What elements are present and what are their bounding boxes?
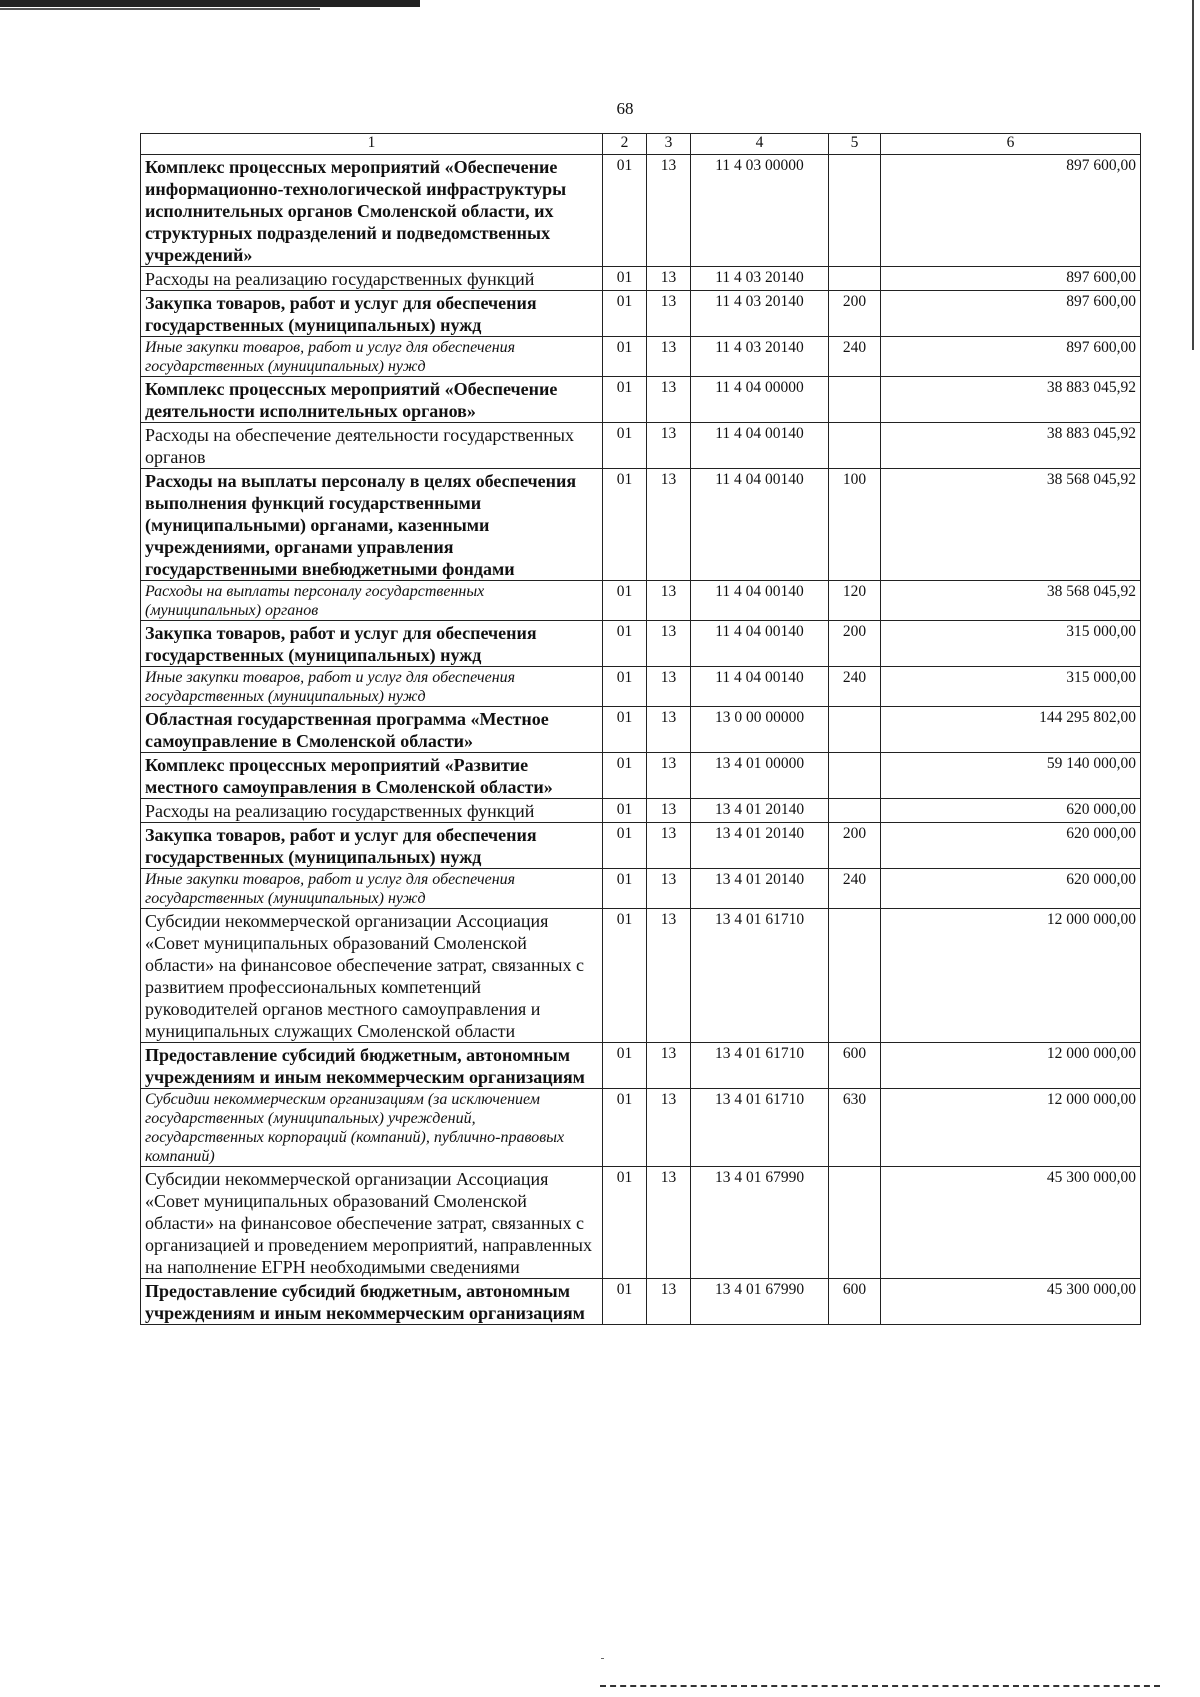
table-row [141,1167,1141,1279]
row-expense-type-cell: 240 [829,869,881,909]
row-target-code-cell: 13 4 01 20140 [691,799,829,823]
row-name-cell: Расходы на выплаты персоналу государственных (муниципальных) органов [141,581,603,621]
row-expense-type-cell: 240 [829,667,881,707]
table-row [141,155,1141,267]
row-target-code-cell: 11 4 03 20140 [691,291,829,337]
table-row [141,667,1141,707]
header-cell: 2 [603,134,647,155]
row-section-cell: 01 [603,291,647,337]
row-expense-type-cell: 240 [829,337,881,377]
row-amount-cell: 897 600,00 [881,291,1141,337]
row-subsection-cell: 13 [647,581,691,621]
row-name-cell: Субсидии некоммерческим организациям (за исключением государственных (муниципальных) учреждений, государственных корпораций (компаний), публично-правовых компаний) [141,1089,603,1167]
row-section-cell: 01 [603,155,647,267]
row-subsection-cell: 13 [647,1279,691,1325]
table-row [141,291,1141,337]
row-amount-cell: 38 568 045,92 [881,581,1141,621]
row-expense-type-cell [829,753,881,799]
table-row [141,377,1141,423]
scan-edge-mark-bottom [600,1685,1160,1687]
row-expense-type-cell [829,707,881,753]
table-row [141,621,1141,667]
page-number: 68 [616,99,634,118]
row-name-cell: Комплекс процессных мероприятий «Обеспечение информационно-технологической инфраструктуры исполнительных органов Смоленской области, их структурных подразделений и подведомственных учреждений» [141,155,603,267]
row-subsection-cell: 13 [647,469,691,581]
table-row [141,909,1141,1043]
row-expense-type-cell [829,909,881,1043]
row-expense-type-cell: 600 [829,1279,881,1325]
row-amount-cell: 315 000,00 [881,667,1141,707]
row-subsection-cell: 13 [647,1089,691,1167]
row-amount-cell: 620 000,00 [881,823,1141,869]
row-section-cell: 01 [603,621,647,667]
row-subsection-cell: 13 [647,909,691,1043]
row-name-cell: Предоставление субсидий бюджетным, автономным учреждениям и иным некоммерческим организациям [141,1043,603,1089]
table-row [141,799,1141,823]
row-target-code-cell: 11 4 03 00000 [691,155,829,267]
row-name-cell: Расходы на обеспечение деятельности государственных органов [141,423,603,469]
row-expense-type-cell: 630 [829,1089,881,1167]
table-row [141,423,1141,469]
row-name-cell: Иные закупки товаров, работ и услуг для обеспечения государственных (муниципальных) нужд [141,667,603,707]
row-subsection-cell: 13 [647,621,691,667]
row-section-cell: 01 [603,869,647,909]
row-name-cell: Субсидии некоммерческой организации Ассоциация «Совет муниципальных образований Смоленской области» на финансовое обеспечение затрат, связанных с развитием профессиональных компетенций руководителей органов местного самоуправления и муниципальных служащих Смоленской области [141,909,603,1043]
table-row [141,337,1141,377]
row-amount-cell: 12 000 000,00 [881,909,1141,1043]
row-amount-cell: 38 883 045,92 [881,377,1141,423]
row-section-cell: 01 [603,267,647,291]
row-amount-cell: 38 883 045,92 [881,423,1141,469]
header-cell: 5 [829,134,881,155]
row-section-cell: 01 [603,1089,647,1167]
row-name-cell: Закупка товаров, работ и услуг для обеспечения государственных (муниципальных) нужд [141,823,603,869]
row-name-cell: Областная государственная программа «Местное самоуправление в Смоленской области» [141,707,603,753]
row-target-code-cell: 11 4 04 00140 [691,621,829,667]
row-section-cell: 01 [603,707,647,753]
row-target-code-cell: 13 4 01 00000 [691,753,829,799]
table-row [141,823,1141,869]
row-target-code-cell: 11 4 03 20140 [691,337,829,377]
row-target-code-cell: 13 4 01 61710 [691,909,829,1043]
row-amount-cell: 897 600,00 [881,155,1141,267]
scan-edge-mark-right [1192,0,1194,350]
scan-dot [601,1658,604,1659]
row-name-cell: Предоставление субсидий бюджетным, автономным учреждениям и иным некоммерческим организациям [141,1279,603,1325]
row-section-cell: 01 [603,753,647,799]
row-section-cell: 01 [603,423,647,469]
table-row [141,469,1141,581]
row-name-cell: Расходы на выплаты персоналу в целях обеспечения выполнения функций государственными (муниципальными) органами, казенными учреждениями, органами управления государственными внебюджетными фондами [141,469,603,581]
table-row [141,1279,1141,1325]
row-amount-cell: 45 300 000,00 [881,1167,1141,1279]
row-subsection-cell: 13 [647,291,691,337]
table-row [141,1043,1141,1089]
row-target-code-cell: 11 4 04 00140 [691,581,829,621]
table-row [141,753,1141,799]
row-target-code-cell: 13 4 01 61710 [691,1089,829,1167]
scan-edge-mark-thin [0,8,320,10]
row-target-code-cell: 11 4 03 20140 [691,267,829,291]
row-expense-type-cell [829,423,881,469]
row-amount-cell: 897 600,00 [881,337,1141,377]
row-subsection-cell: 13 [647,1167,691,1279]
row-amount-cell: 59 140 000,00 [881,753,1141,799]
row-name-cell: Комплекс процессных мероприятий «Развитие местного самоуправления в Смоленской области» [141,753,603,799]
row-section-cell: 01 [603,1167,647,1279]
row-name-cell: Иные закупки товаров, работ и услуг для обеспечения государственных (муниципальных) нужд [141,869,603,909]
row-section-cell: 01 [603,823,647,869]
row-name-cell: Субсидии некоммерческой организации Ассоциация «Совет муниципальных образований Смоленской области» на финансовое обеспечение затрат, связанных с организацией и проведением мероприятий, направленных на наполнение ЕГРН необходимыми сведениями [141,1167,603,1279]
row-target-code-cell: 13 4 01 61710 [691,1043,829,1089]
row-name-cell: Комплекс процессных мероприятий «Обеспечение деятельности исполнительных органов» [141,377,603,423]
row-target-code-cell: 11 4 04 00000 [691,377,829,423]
table-row [141,707,1141,753]
row-target-code-cell: 13 0 00 00000 [691,707,829,753]
row-section-cell: 01 [603,1043,647,1089]
row-expense-type-cell: 200 [829,823,881,869]
row-target-code-cell: 11 4 04 00140 [691,667,829,707]
header-cell: 1 [141,134,603,155]
row-subsection-cell: 13 [647,667,691,707]
row-section-cell: 01 [603,667,647,707]
row-section-cell: 01 [603,909,647,1043]
row-subsection-cell: 13 [647,1043,691,1089]
header-cell: 6 [881,134,1141,155]
row-target-code-cell: 11 4 04 00140 [691,423,829,469]
row-amount-cell: 620 000,00 [881,799,1141,823]
row-target-code-cell: 13 4 01 67990 [691,1167,829,1279]
row-amount-cell: 12 000 000,00 [881,1043,1141,1089]
row-name-cell: Расходы на реализацию государственных функций [141,267,603,291]
row-amount-cell: 620 000,00 [881,869,1141,909]
row-expense-type-cell: 200 [829,621,881,667]
table-row [141,869,1141,909]
row-subsection-cell: 13 [647,707,691,753]
row-expense-type-cell: 200 [829,291,881,337]
row-name-cell: Закупка товаров, работ и услуг для обеспечения государственных (муниципальных) нужд [141,621,603,667]
row-expense-type-cell [829,267,881,291]
row-expense-type-cell [829,1167,881,1279]
row-expense-type-cell: 120 [829,581,881,621]
table-header-row [141,134,1141,155]
row-subsection-cell: 13 [647,267,691,291]
row-subsection-cell: 13 [647,155,691,267]
row-name-cell: Расходы на реализацию государственных функций [141,799,603,823]
row-name-cell: Иные закупки товаров, работ и услуг для обеспечения государственных (муниципальных) нужд [141,337,603,377]
row-subsection-cell: 13 [647,753,691,799]
scan-edge-mark [0,0,420,7]
table-row [141,581,1141,621]
row-amount-cell: 315 000,00 [881,621,1141,667]
row-section-cell: 01 [603,799,647,823]
row-expense-type-cell: 100 [829,469,881,581]
row-subsection-cell: 13 [647,869,691,909]
row-subsection-cell: 13 [647,799,691,823]
row-amount-cell: 38 568 045,92 [881,469,1141,581]
row-amount-cell: 144 295 802,00 [881,707,1141,753]
row-amount-cell: 45 300 000,00 [881,1279,1141,1325]
row-target-code-cell: 13 4 01 67990 [691,1279,829,1325]
row-section-cell: 01 [603,337,647,377]
row-section-cell: 01 [603,581,647,621]
budget-table [140,133,1141,1325]
row-subsection-cell: 13 [647,823,691,869]
row-expense-type-cell [829,155,881,267]
row-amount-cell: 897 600,00 [881,267,1141,291]
table-row [141,1089,1141,1167]
row-subsection-cell: 13 [647,423,691,469]
row-expense-type-cell [829,377,881,423]
row-subsection-cell: 13 [647,337,691,377]
row-name-cell: Закупка товаров, работ и услуг для обеспечения государственных (муниципальных) нужд [141,291,603,337]
row-section-cell: 01 [603,469,647,581]
table-row [141,267,1141,291]
row-target-code-cell: 13 4 01 20140 [691,823,829,869]
row-section-cell: 01 [603,377,647,423]
header-cell: 4 [691,134,829,155]
row-expense-type-cell [829,799,881,823]
header-cell: 3 [647,134,691,155]
row-subsection-cell: 13 [647,377,691,423]
row-expense-type-cell: 600 [829,1043,881,1089]
row-target-code-cell: 11 4 04 00140 [691,469,829,581]
row-section-cell: 01 [603,1279,647,1325]
row-target-code-cell: 13 4 01 20140 [691,869,829,909]
row-amount-cell: 12 000 000,00 [881,1089,1141,1167]
